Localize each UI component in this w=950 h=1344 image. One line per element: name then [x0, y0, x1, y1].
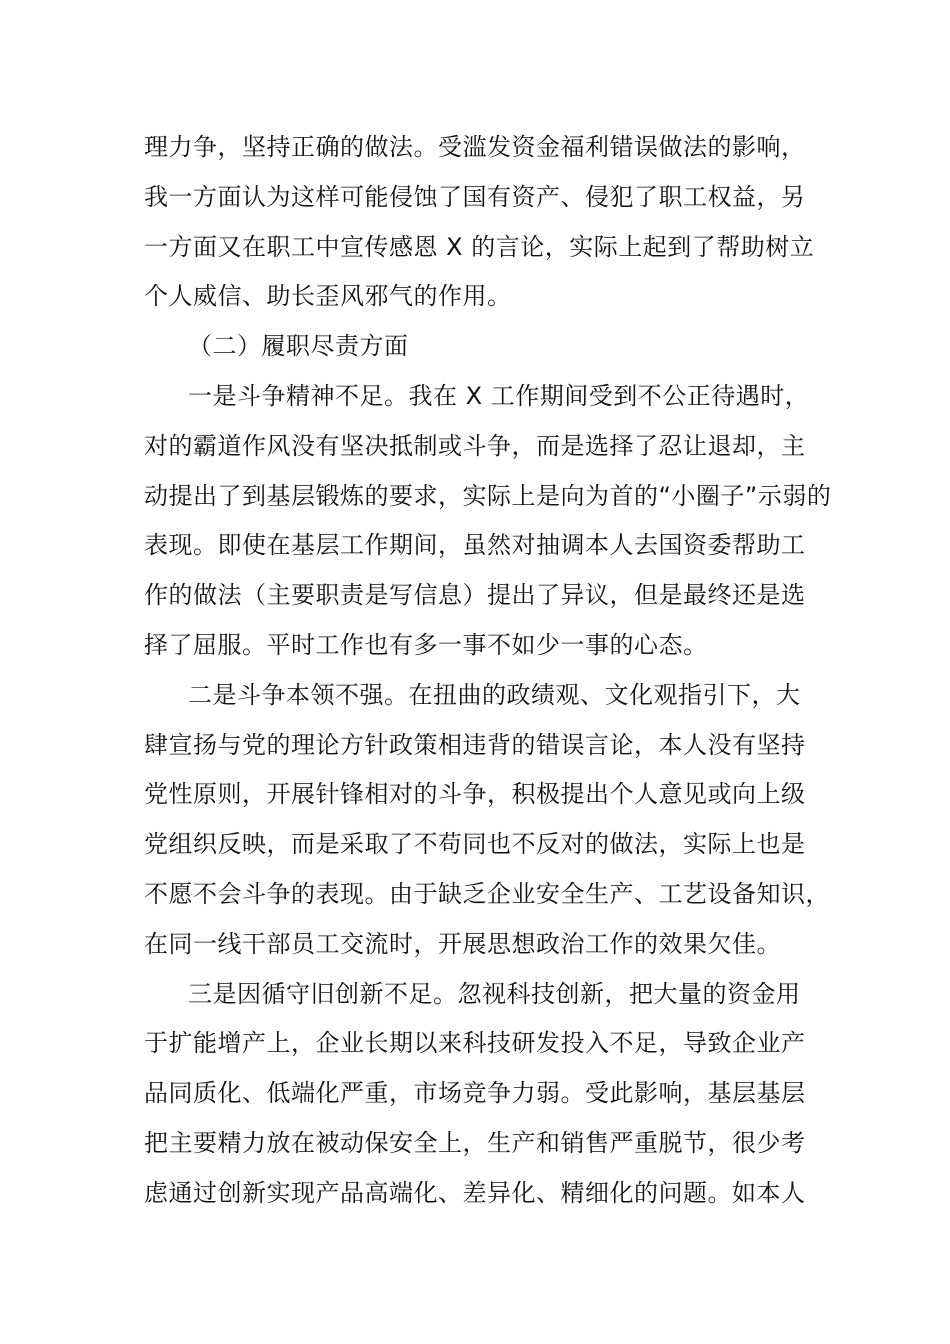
text-line: 理力争，坚持正确的做法。受滥发资金福利错误做法的影响， — [144, 133, 806, 161]
text-line: 虑通过创新实现产品高端化、差异化、精细化的问题。如本人 — [144, 1178, 806, 1207]
text-line: 表现。即使在基层工作期间，虽然对抽调本人去国资委帮助工 — [144, 531, 806, 560]
text-line: 个人威信、助长歪风邪气的作用。 — [144, 282, 512, 311]
text-line: 二是斗争本领不强。在扭曲的政绩观、文化观指引下，大 — [188, 680, 801, 709]
text-line: 不愿不会斗争的表现。由于缺乏企业安全生产、工艺设备知识， — [144, 879, 830, 908]
text-line: 一是斗争精神不足。我在 X 工作期间受到不公正待遇时， — [188, 381, 810, 410]
text-line: 对的霸道作风没有坚决抵制或斗争，而是选择了忍让退却，主 — [144, 431, 806, 460]
document-body — [144, 123, 832, 1219]
text-line: 肆宣扬与党的理论方针政策相违背的错误言论，本人没有坚持 — [144, 730, 806, 759]
text-line: 动提出了到基层锻炼的要求，实际上是向为首的“小圈子”示弱的 — [144, 481, 832, 510]
text-line: 在同一线干部员工交流时，开展思想政治工作的效果欠佳。 — [144, 929, 781, 958]
text-line: 党性原则，开展针锋相对的斗争，积极提出个人意见或向上级 — [144, 780, 806, 809]
text-line: 我一方面认为这样可能侵蚀了国有资产、侵犯了职工权益，另 — [144, 182, 806, 211]
text-line: 把主要精力放在被动保安全上，生产和销售严重脱节，很少考 — [144, 1128, 806, 1157]
text-line: 于扩能增产上，企业长期以来科技研发投入不足，导致企业产 — [144, 1029, 806, 1058]
text-line: 党组织反映，而是采取了不苟同也不反对的做法，实际上也是 — [144, 830, 806, 859]
text-line: 择了屈服。平时工作也有多一事不如少一事的心态。 — [144, 630, 708, 659]
section-heading: （二）履职尽责方面 — [188, 332, 409, 361]
text-line: 作的做法（主要职责是写信息）提出了异议，但是最终还是选 — [144, 581, 806, 610]
text-line: 三是因循守旧创新不足。忽视科技创新，把大量的资金用 — [188, 979, 801, 1008]
text-line: 品同质化、低端化严重，市场竞争力弱。受此影响，基层基层 — [144, 1079, 806, 1108]
text-line: 一方面又在职工中宣传感恩 X 的言论，实际上起到了帮助树立 — [144, 232, 815, 261]
